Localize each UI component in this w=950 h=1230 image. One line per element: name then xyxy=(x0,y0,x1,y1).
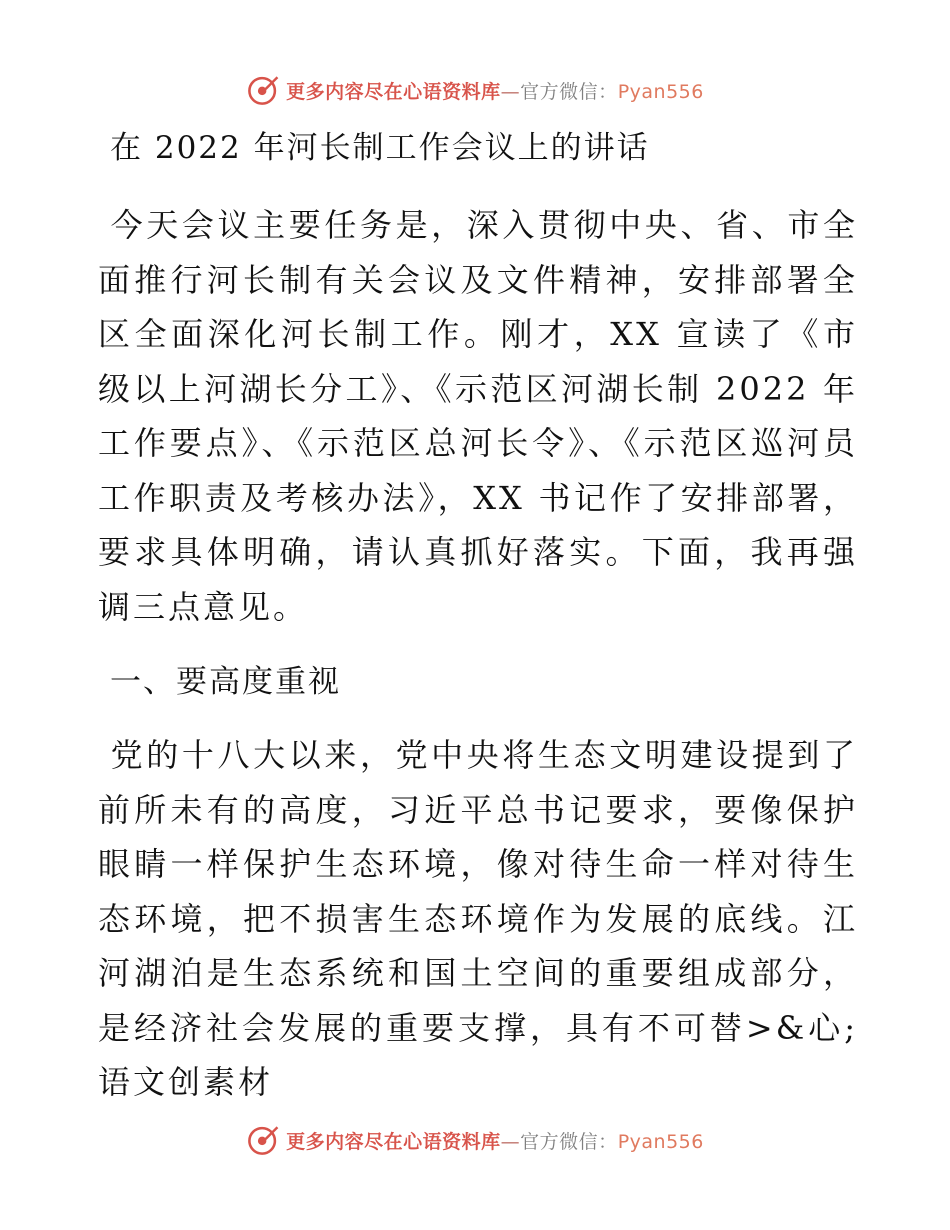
banner-main-text: 更多内容尽在心语资料库 xyxy=(286,80,501,103)
banner-separator: — xyxy=(500,1130,521,1153)
document-body xyxy=(98,120,858,1110)
header-watermark-banner xyxy=(0,70,950,110)
banner-separator: — xyxy=(500,80,521,103)
paragraph-text: 党的十八大以来，党中央将生态文明建设提到了前所未有的高度，习近平总书记要求，要像保护眼睛一样保护生态环境，像对待生命一样对待生态环境，把不损害生态环境作为发展的底线。江河湖泊是生态系统和国土空间的重要组成部分，是经济社会发展的重要支撑，具有不可替>&心;语文创素材 xyxy=(98,736,858,1101)
paragraph-text: 今天会议主要任务是，深入贯彻中央、省、市全面推行河长制有关会议及文件精神，安排部署全区全面深化河长制工作。刚才，XX 宣读了《市级以上河湖长分工》、《示范区河湖长制 2022 年工作要点》、《示范区总河长令》、《示范区巡河员工作职责及考核办法》，XX 书记作了安排部署，要求具体明确，请认真抓好落实。下面，我再强调三点意见。 xyxy=(98,206,858,626)
pen-logo-icon xyxy=(246,73,280,107)
section-heading: 一、要高度重视 xyxy=(110,664,341,700)
footer-watermark-banner xyxy=(0,1120,950,1160)
banner-wechat-label: 官方微信： xyxy=(520,1130,618,1153)
banner-wechat-id: Pyan556 xyxy=(617,80,704,103)
banner-main-text: 更多内容尽在心语资料库 xyxy=(286,1130,501,1153)
paragraph xyxy=(98,728,858,1110)
banner-wechat-label: 官方微信： xyxy=(520,80,618,103)
document-title: 在 2022 年河长制工作会议上的讲话 xyxy=(110,130,650,166)
pen-logo-icon xyxy=(246,1123,280,1157)
paragraph xyxy=(98,198,858,634)
banner-wechat-id: Pyan556 xyxy=(617,1130,704,1153)
